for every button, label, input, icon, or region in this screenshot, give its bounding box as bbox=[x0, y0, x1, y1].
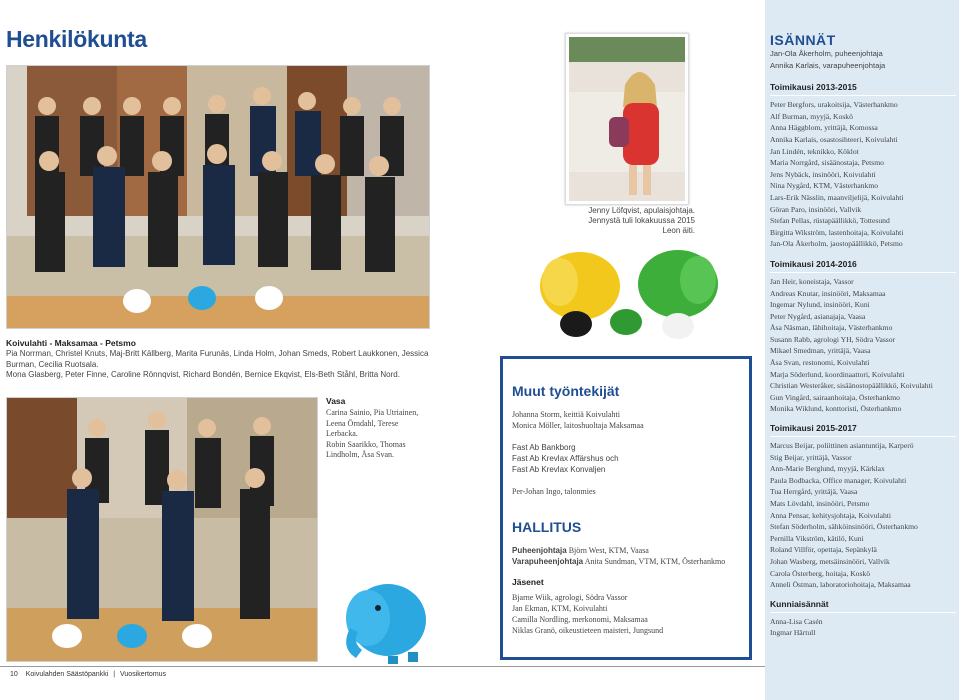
term-name: Gun Vingård, sairaanhoitaja, Österhankmo bbox=[770, 392, 900, 402]
group1-text-line1: Pia Norrman, Christel Knuts, Maj-Britt Källberg, Marita Furunäs, Linda Holm, Johan Smeds, Robert Laukkonen, Jessica bbox=[6, 349, 429, 358]
term-2015-list bbox=[770, 440, 956, 591]
term-name: Ingmar Härtull bbox=[770, 628, 816, 638]
term-name: Paula Bodbacka, Office manager, Koivulahti bbox=[770, 475, 907, 485]
term-name: Peter Bergfors, urakoitsija, Västerhankmo bbox=[770, 100, 898, 110]
muut-janitor: Per-Johan Ingo, talonmies bbox=[512, 487, 596, 496]
chair-value: Björn West, KTM, Vaasa bbox=[566, 546, 649, 555]
term-heading: Toimikausi 2015-2017 bbox=[770, 420, 956, 437]
vasa-caption bbox=[326, 396, 418, 461]
term-heading: Toimikausi 2013-2015 bbox=[770, 79, 956, 96]
term-name: Ann-Marie Berglund, myyjä, Kärklax bbox=[770, 464, 885, 474]
vice-value: Anita Sundman, VTM, KTM, Österhankmo bbox=[583, 557, 726, 566]
term-name: Andreas Knutar, insinööri, Maksamaa bbox=[770, 288, 886, 298]
staff-line: Monica Möller, laitoshuoltaja Maksamaa bbox=[512, 421, 644, 430]
term-name: Anneli Östman, laboratoriohoitaja, Maksamaa bbox=[770, 580, 911, 590]
term-heading: Kunniaisännät bbox=[770, 596, 956, 613]
term-name: Jan Heir, koneistaja, Vassor bbox=[770, 276, 854, 286]
portrait-caption-line: Jenny Löfqvist, apulaisjohtaja. bbox=[588, 206, 695, 215]
group1-caption bbox=[6, 349, 429, 381]
term-name: Anna Häggblom, yrittäjä, Komossa bbox=[770, 123, 878, 133]
footer-rule bbox=[0, 666, 765, 667]
blue-piggy-bank-image bbox=[338, 578, 430, 664]
term-name: Ingemar Nylund, insinööri, Kuni bbox=[770, 300, 870, 310]
muut-tyontekijat-box bbox=[500, 356, 752, 660]
group-photo-vasa-image bbox=[7, 398, 317, 661]
group-photo-koivulahti bbox=[6, 65, 430, 329]
colorful-piggy-banks-image bbox=[538, 244, 722, 344]
term-heading: Toimikausi 2014-2016 bbox=[770, 256, 956, 273]
term-name: Åsa Näsman, lähihoitaja, Västerhankmo bbox=[770, 323, 893, 333]
term-name: Jan Lindén, teknikko, Köklot bbox=[770, 146, 859, 156]
term-name: Christian Westeråker, sisäänostopäällikkö, Koivulahti bbox=[770, 381, 933, 391]
term-name: Jens Nybäck, insinööri, Koivulahti bbox=[770, 169, 876, 179]
term-name: Anna Pensar, kehitysjohtaja, Koivulahti bbox=[770, 510, 891, 520]
hallitus-title: HALLITUS bbox=[512, 519, 582, 535]
term-name: Pernilla Vikström, kätilö, Kuni bbox=[770, 533, 864, 543]
term-name: Monika Wiklund, konttoristi, Österhankmo bbox=[770, 404, 902, 414]
vasa-line: Leena Örndahl, Terese bbox=[326, 418, 399, 428]
term-name: Lars-Erik Nässlin, maanviljelijä, Koivulahti bbox=[770, 192, 904, 202]
term-name: Åsa Svan, restonomi, Koivulahti bbox=[770, 358, 870, 368]
muut-companies bbox=[512, 442, 619, 475]
term-name: Peter Nygård, asianajaja, Vaasa bbox=[770, 311, 866, 321]
term-name: Stefan Pellas, rüstapäällikkö, Tottesund bbox=[770, 216, 890, 226]
term-name: Göran Paro, insinööri, Vallvik bbox=[770, 204, 862, 214]
vasa-line: Lindholm, Åsa Svan. bbox=[326, 450, 394, 459]
term-name: Alf Burman, myyjä, Koskö bbox=[770, 111, 853, 121]
vasa-line: Robin Saarikko, Thomas bbox=[326, 439, 406, 449]
term-name: Annika Karlais, osastosihteeri, Koivulahti bbox=[770, 134, 898, 144]
term-name: Johan Wasberg, metsäinsinööri, Vallvik bbox=[770, 556, 890, 566]
leader-line: Annika Karlais, varapuheenjohtaja bbox=[770, 60, 886, 70]
portrait-photo-jenny bbox=[569, 37, 685, 201]
term-name: Birgitta Wikström, lastenhoitaja, Koivulahti bbox=[770, 227, 904, 237]
muut-staff bbox=[512, 409, 644, 431]
page-number: 10 bbox=[10, 671, 18, 678]
term-name: Nina Nygård, KTM, Västerhankmo bbox=[770, 181, 879, 191]
vice-label: Varapuheenjohtaja bbox=[512, 557, 584, 566]
muut-title: Muut työntekijät bbox=[512, 383, 620, 399]
group1-heading: Koivulahti - Maksamaa - Petsmo bbox=[6, 338, 136, 348]
chair-label: Puheenjohtaja bbox=[512, 546, 567, 555]
sidebar-content bbox=[770, 32, 956, 639]
hallitus-vice bbox=[512, 556, 725, 567]
term-2013-list bbox=[770, 99, 956, 250]
page-title: Henkilökunta bbox=[6, 26, 147, 52]
term-name: Stefan Söderholm, sähköinsinööri, Österhankmo bbox=[770, 522, 918, 532]
sidebar-title: ISÄNNÄT bbox=[770, 32, 836, 48]
term-name: Marja Söderlund, koordinaattori, Koivulahti bbox=[770, 369, 905, 379]
staff-line: Johanna Storm, keittiä Koivulahti bbox=[512, 410, 620, 419]
term-name: Susann Rabb, agrologi YH, Södra Vassor bbox=[770, 334, 896, 344]
group-photo-vasa bbox=[6, 397, 318, 662]
member-line: Jan Ekman, KTM, Koivulahti bbox=[512, 604, 608, 613]
group1-text-line2: Burman, Cecilia Ruotsala. bbox=[6, 359, 99, 369]
company-line: Fast Ab Bankborg bbox=[512, 443, 576, 452]
portrait-caption bbox=[555, 206, 695, 236]
term-name: Maria Norrgård, sisäänostaja, Petsmo bbox=[770, 158, 884, 168]
term-name: Carola Österberg, hoitaja, Koskö bbox=[770, 568, 871, 578]
company-line: Fast Ab Krevlax Konvaljen bbox=[512, 465, 606, 474]
member-line: Bjarne Wiik, agrologi, Södra Vassor bbox=[512, 593, 628, 602]
members-title: Jäsenet bbox=[512, 577, 544, 587]
portrait-caption-line: Jennystä tuli lokakuussa 2015 bbox=[588, 216, 695, 225]
term-name: Jan-Ola Åkerholm, jaostopäällikkö, Petsmo bbox=[770, 239, 903, 249]
group1-text-line3: Mona Glasberg, Peter Finne, Caroline Rönnqvist, Richard Bondén, Bernice Ekqvist, Els-Beth Ståhl, Britta Nord. bbox=[6, 370, 400, 379]
term-name: Stig Beijar, yrittäjä, Vassor bbox=[770, 452, 852, 462]
footer-doc: Vuosikertomus bbox=[120, 671, 167, 678]
member-line: Camilla Nordling, merkonomi, Maksamaa bbox=[512, 615, 648, 624]
term-name: Roland Villför, opettaja, Sepänkylä bbox=[770, 545, 877, 555]
term-name: Mats Lövdahl, insinööri, Petsmo bbox=[770, 499, 870, 508]
honorary-list bbox=[770, 616, 956, 639]
term-2014-list bbox=[770, 276, 956, 415]
term-name: Mikael Smedman, yrittäjä, Vaasa bbox=[770, 346, 871, 356]
term-name: Anna-Lisa Casén bbox=[770, 616, 823, 626]
portrait-caption-line: Leon äiti. bbox=[662, 226, 695, 235]
portrait-frame bbox=[565, 33, 689, 205]
company-line: Fast Ab Krevlax Affärshus och bbox=[512, 454, 619, 463]
term-name: Marcus Beijar, poliittinen asiantuntija, Karperö bbox=[770, 441, 914, 451]
footer-org: Koivulahden Säästöpankki bbox=[25, 671, 109, 678]
group-photo-koivulahti-image bbox=[7, 66, 429, 328]
vasa-line: Lerbacka. bbox=[326, 429, 358, 438]
leader-line: Jan-Ola Åkerholm, puheenjohtaja bbox=[770, 49, 883, 58]
vasa-names bbox=[326, 408, 418, 461]
footer-separator: | bbox=[113, 671, 116, 678]
term-name: Tua Herrgård, yrittäjä, Vaasa bbox=[770, 487, 858, 497]
members-list bbox=[512, 592, 663, 636]
vasa-heading: Vasa bbox=[326, 396, 346, 406]
hallitus-chair bbox=[512, 545, 649, 556]
member-line: Niklas Granö, oikeustieteen maisteri, Jungsund bbox=[512, 626, 664, 635]
footer bbox=[10, 671, 166, 678]
vasa-line: Carina Sainio, Pia Utriainen, bbox=[326, 408, 419, 417]
